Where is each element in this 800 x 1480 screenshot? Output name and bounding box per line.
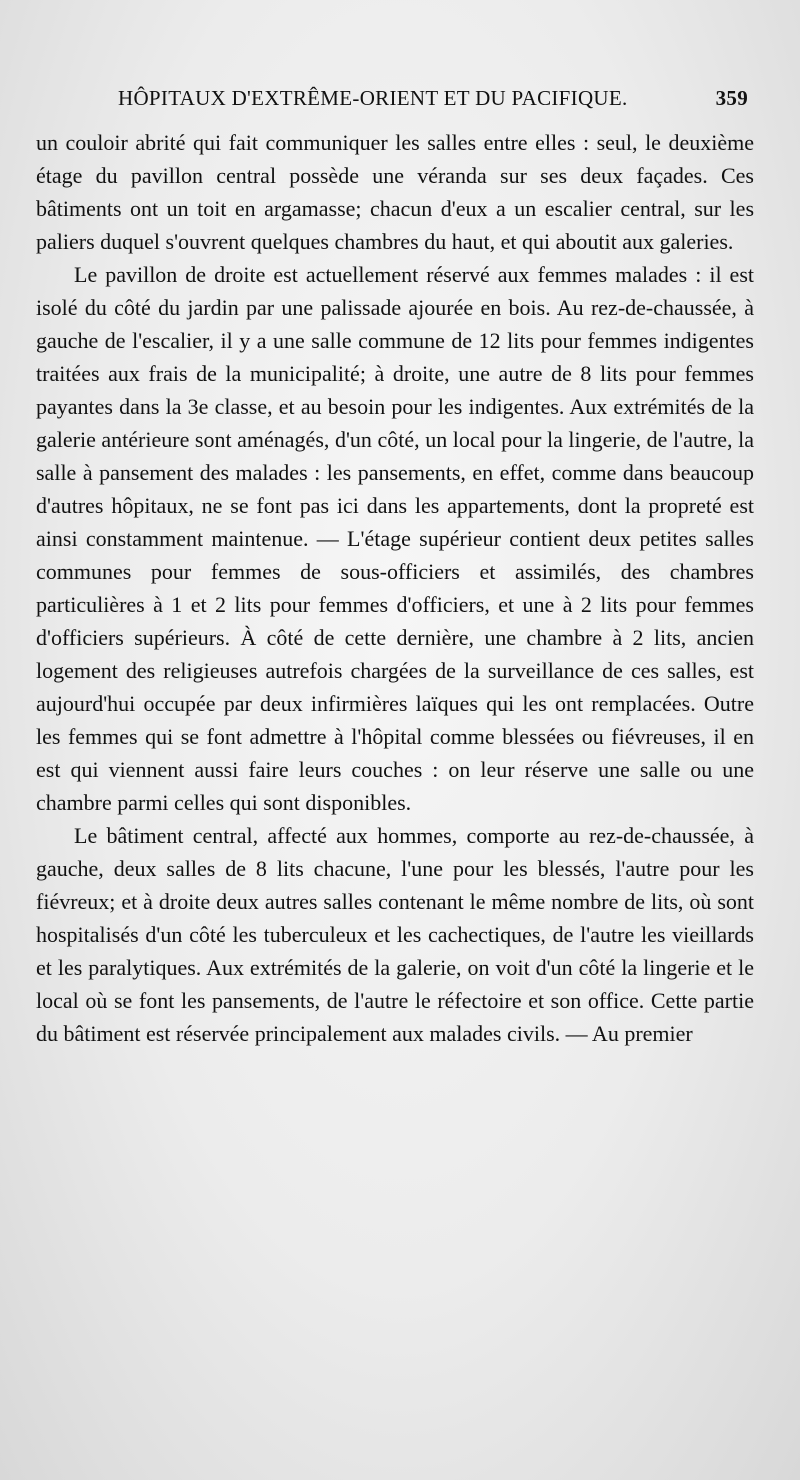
body-text [36, 126, 754, 1050]
running-title: HÔPITAUX D'EXTRÊME-ORIENT ET DU PACIFIQUE. [118, 86, 628, 110]
page-number: 359 [715, 86, 748, 110]
paragraph: Le pavillon de droite est actuellement réservé aux femmes malades : il est isolé du côté du jardin par une palissade ajourée en bois. Au rez-de-chaussée, à gauche de l'escalier, il y a une salle commune de 12 lits pour femmes indigentes traitées aux frais de la municipalité; à droite, une autre de 8 lits pour femmes payantes dans la 3e classe, et au besoin pour les indigentes. Aux extrémités de la galerie antérieure sont aménagés, d'un côté, un local pour la lingerie, de l'autre, la salle à pansement des malades : les pansements, en effet, comme dans beaucoup d'autres hôpitaux, ne se font pas ici dans les appartements, dont la propreté est ainsi constamment maintenue. — L'étage supérieur contient deux petites salles communes pour femmes de sous-officiers et assimilés, des chambres particulières à 1 et 2 lits pour femmes d'officiers, et une à 2 lits pour femmes d'officiers supérieurs. À côté de cette dernière, une chambre à 2 lits, ancien logement des religieuses autrefois chargées de la surveillance de ces salles, est aujourd'hui occupée par deux infirmières laïques qui les ont remplacées. Outre les femmes qui se font admettre à l'hôpital comme blessées ou fiévreuses, il en est qui viennent aussi faire leurs couches : on leur réserve une salle ou une chambre parmi celles qui sont disponibles. [36, 262, 754, 815]
running-header [118, 86, 748, 111]
paragraph: Le bâtiment central, affecté aux hommes, comporte au rez-de-chaussée, à gauche, deux salles de 8 lits chacune, l'une pour les blessés, l'autre pour les fiévreux; et à droite deux autres salles contenant le même nombre de lits, où sont hospitalisés d'un côté les tuberculeux et les cachectiques, de l'autre les vieillards et les paralytiques. Aux extrémités de la galerie, on voit d'un côté la lingerie et le local où se font les pansements, de l'autre le réfectoire et son office. Cette partie du bâtiment est réservée principalement aux malades civils. — Au premier [36, 823, 754, 1046]
paragraph-continued: un couloir abrité qui fait communiquer les salles entre elles : seul, le deuxième étage du pavillon central possède une véranda sur ses deux façades. Ces bâtiments ont un toit en argamasse; chacun d'eux a un escalier central, sur les paliers duquel s'ouvrent quelques chambres du haut, et qui aboutit aux galeries. [36, 130, 754, 254]
